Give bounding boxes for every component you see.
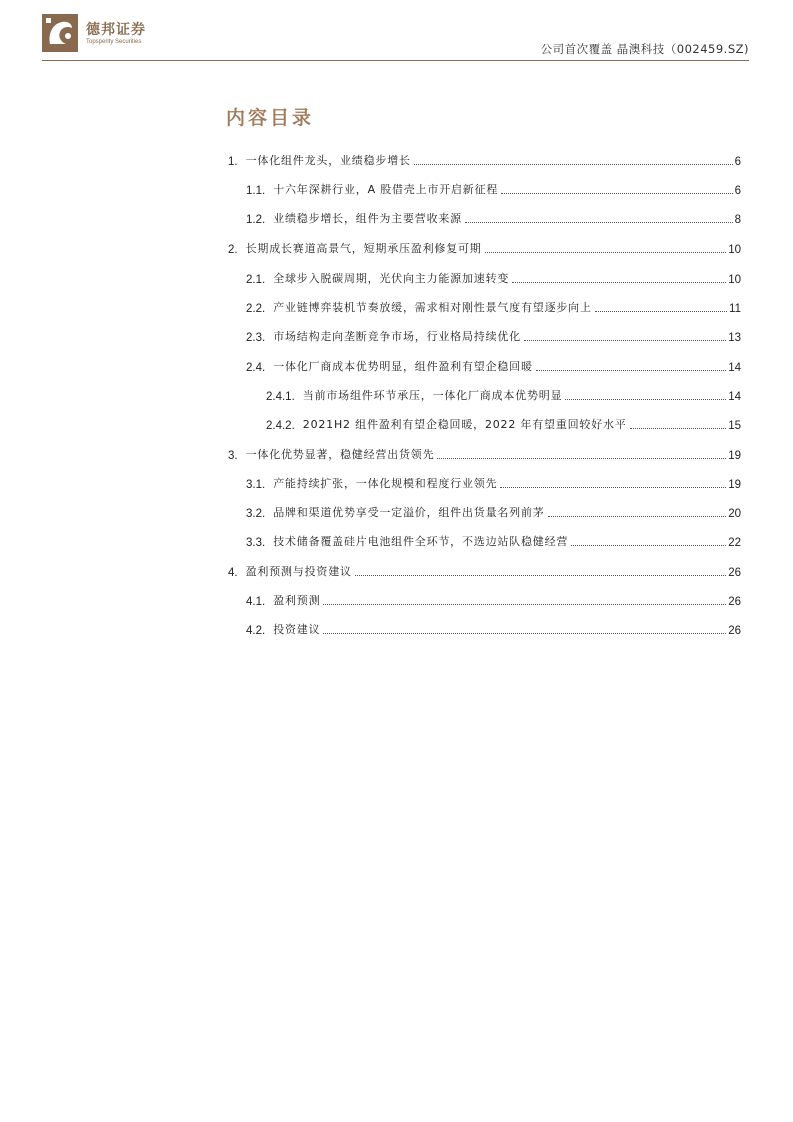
toc-entry[interactable] <box>266 385 741 403</box>
toc-entry-title: 长期成长赛道高景气，短期承压盈利修复可期 <box>245 242 482 255</box>
toc-dot-leader <box>501 193 732 194</box>
toc-entry-page: 20 <box>728 508 741 520</box>
toc-dot-leader <box>323 633 726 634</box>
toc-entry-title: 2021H2 组件盈利有望企稳回暖，2022 年有望重回较好水平 <box>302 418 627 431</box>
toc-entry-number: 1.2. <box>246 214 266 226</box>
toc-entry[interactable] <box>228 444 741 462</box>
toc-entry[interactable] <box>228 561 741 579</box>
toc-entry-page: 14 <box>728 362 741 374</box>
toc-entry[interactable] <box>228 238 741 256</box>
toc-entry-title: 一体化组件龙头，业绩稳步增长 <box>245 154 411 167</box>
toc-entry[interactable] <box>266 414 741 432</box>
toc-dot-leader <box>536 370 726 371</box>
toc-entry-page: 26 <box>728 625 741 637</box>
toc-entry-page: 8 <box>734 214 741 226</box>
toc-entry-title: 投资建议 <box>273 623 321 636</box>
toc-entry-page: 19 <box>728 479 741 491</box>
toc-entry-title: 盈利预测 <box>273 594 321 607</box>
toc-entry-page: 26 <box>728 596 741 608</box>
toc-entry-page: 26 <box>728 567 741 579</box>
toc-dot-leader <box>548 516 727 517</box>
toc-entry-number: 2.3. <box>246 332 266 344</box>
toc-entry-number: 2.1. <box>246 274 266 286</box>
toc-entry-number: 3.1. <box>246 479 266 491</box>
toc-entry-page: 14 <box>728 391 741 403</box>
toc-dot-leader <box>437 458 726 459</box>
toc-entry-number: 1.1. <box>246 185 266 197</box>
toc-dot-leader <box>595 311 727 312</box>
logo-english-name: Topsperity Securities <box>86 39 142 45</box>
toc-entry-title: 一体化优势显著，稳健经营出货领先 <box>245 448 435 461</box>
toc-entry-title: 业绩稳步增长，组件为主要营收来源 <box>273 212 462 225</box>
toc-dot-leader <box>414 164 733 165</box>
toc-entry-page: 10 <box>728 274 741 286</box>
toc-entry-number: 3. <box>228 450 238 462</box>
toc-entry-number: 2.4.1. <box>266 391 295 403</box>
toc-entry[interactable] <box>246 179 741 197</box>
toc-entry[interactable] <box>246 619 741 637</box>
toc-dot-leader <box>323 604 726 605</box>
toc-entry-number: 4.1. <box>246 596 266 608</box>
toc-entry-page: 6 <box>734 185 741 197</box>
toc-dot-leader <box>355 575 726 576</box>
toc-entry-page: 15 <box>728 420 741 432</box>
toc-entry-page: 13 <box>728 332 741 344</box>
toc-entry-page: 6 <box>734 156 741 168</box>
toc-entry-number: 2. <box>228 244 238 256</box>
toc-entry-number: 2.2. <box>246 303 266 315</box>
toc-entry-title: 市场结构走向垄断竞争市场，行业格局持续优化 <box>273 330 521 343</box>
toc-title: 内容目录 <box>226 107 315 129</box>
toc-entry[interactable] <box>228 150 741 168</box>
toc-entry-number: 1. <box>228 156 238 168</box>
toc-entry-page: 22 <box>728 537 741 549</box>
toc-entry[interactable] <box>246 502 741 520</box>
toc-entry[interactable] <box>246 208 741 226</box>
toc-entry-title: 当前市场组件环节承压，一体化厂商成本优势明显 <box>302 389 563 402</box>
toc-dot-leader <box>465 222 733 223</box>
toc-entry[interactable] <box>246 268 741 286</box>
toc-entry[interactable] <box>246 473 741 491</box>
toc-entry-page: 10 <box>728 244 741 256</box>
toc-dot-leader <box>512 282 726 283</box>
toc-entry-title: 产业链博弈装机节奏放缓，需求相对刚性景气度有望逐步向上 <box>273 301 592 314</box>
toc-entry-title: 盈利预测与投资建议 <box>245 565 352 578</box>
toc-entry-title: 技术储备覆盖硅片电池组件全环节，不选边站队稳健经营 <box>273 535 569 548</box>
toc-entry-title: 产能持续扩张，一体化规模和程度行业领先 <box>273 477 498 490</box>
report-label: 公司首次覆盖 晶澳科技（002459.SZ) <box>540 42 749 56</box>
toc-entry-title: 一体化厂商成本优势明显，组件盈利有望企稳回暖 <box>273 360 533 373</box>
toc-entry-page: 11 <box>729 303 741 315</box>
toc-entry[interactable] <box>246 297 741 315</box>
toc-entry-title: 十六年深耕行业，A 股借壳上市开启新征程 <box>273 183 499 196</box>
toc-entry-number: 4.2. <box>246 625 266 637</box>
toc-entry-number: 3.2. <box>246 508 266 520</box>
toc-entry-number: 2.4.2. <box>266 420 295 432</box>
toc-entry[interactable] <box>246 531 741 549</box>
toc-entry[interactable] <box>246 326 741 344</box>
toc-entry[interactable] <box>246 356 741 374</box>
toc-entry-title: 品牌和渠道优势享受一定溢价，组件出货量名列前茅 <box>273 506 545 519</box>
toc-dot-leader <box>485 252 727 253</box>
toc-dot-leader <box>565 399 726 400</box>
toc-dot-leader <box>571 545 726 546</box>
toc-entry-number: 2.4. <box>246 362 266 374</box>
toc-entry-page: 19 <box>728 450 741 462</box>
toc-dot-leader <box>500 487 726 488</box>
toc-dot-leader <box>630 428 727 429</box>
toc-entry[interactable] <box>246 590 741 608</box>
toc-entry-title: 全球步入脱碳周期，光伏向主力能源加速转变 <box>273 272 510 285</box>
toc-entry-number: 3.3. <box>246 537 266 549</box>
toc-dot-leader <box>524 340 726 341</box>
toc-entry-number: 4. <box>228 567 238 579</box>
logo-chinese-name: 德邦证券 <box>86 22 146 38</box>
